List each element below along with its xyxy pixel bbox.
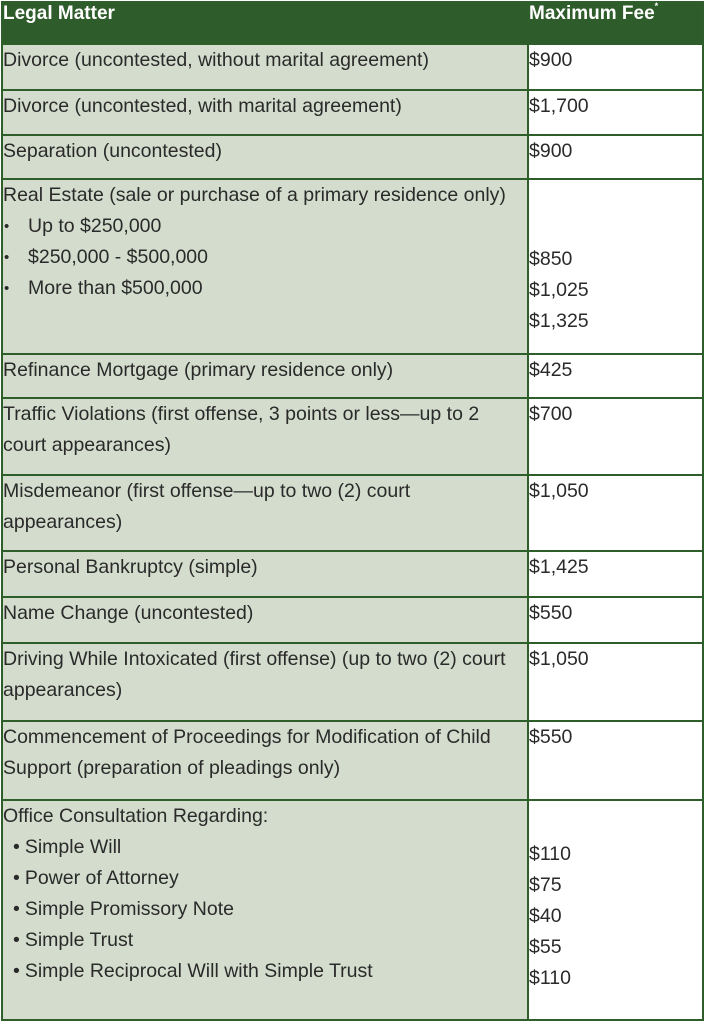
table-row	[2, 179, 703, 354]
matter-cell: Driving While Intoxicated (first offense) (up to two (2) court appearances)	[2, 643, 528, 721]
matter-cell: Name Change (uncontested)	[2, 597, 528, 643]
table-row	[2, 354, 703, 398]
fee-cell: $1,700	[528, 90, 703, 135]
fee-cell: $550	[528, 721, 703, 800]
table-row	[2, 90, 703, 135]
matter-cell: Refinance Mortgage (primary residence only)	[2, 354, 528, 398]
list-item: • Simple Reciprocal Will with Simple Trust	[13, 960, 373, 982]
table-row	[2, 551, 703, 597]
table-row	[2, 398, 703, 475]
fee-table	[1, 1, 704, 1021]
list-item: • $250,000 - $500,000	[3, 242, 527, 273]
table-header	[2, 2, 703, 44]
matter-cell	[2, 800, 528, 1020]
table-row	[2, 135, 703, 179]
matter-cell: Misdemeanor (first offense—up to two (2) court appearances)	[2, 475, 528, 551]
table-row	[2, 721, 703, 800]
matter-text: Office Consultation Regarding:	[3, 805, 269, 827]
fee-value: $55	[529, 936, 562, 958]
fee-cell: $700	[528, 398, 703, 475]
matter-cell: Separation (uncontested)	[2, 135, 528, 179]
fee-value: $1,025	[529, 279, 589, 301]
fee-cell: $425	[528, 354, 703, 398]
fee-cell: $550	[528, 597, 703, 643]
footnote-marker: *	[654, 1, 659, 11]
matter-cell	[2, 179, 528, 354]
maximum-fee-header	[528, 2, 703, 44]
fee-cell	[528, 179, 703, 354]
legal-matter-header: Legal Matter	[2, 2, 528, 44]
matter-cell: Personal Bankruptcy (simple)	[2, 551, 528, 597]
table-row	[2, 475, 703, 551]
matter-cell: Divorce (uncontested, with marital agreement)	[2, 90, 528, 135]
maximum-fee-label: Maximum Fee	[529, 3, 655, 24]
list-item: • Simple Trust	[13, 929, 134, 951]
fee-value: $110	[529, 967, 571, 989]
list-item: • More than $500,000	[3, 273, 527, 304]
fee-value: $850	[529, 248, 573, 270]
table-row	[2, 643, 703, 721]
table-row	[2, 800, 703, 1020]
fee-value: $75	[529, 874, 562, 896]
matter-cell: Divorce (uncontested, without marital agreement)	[2, 44, 528, 90]
fee-cell: $1,050	[528, 475, 703, 551]
list-item: • Power of Attorney	[13, 867, 179, 889]
list-item: • Simple Promissory Note	[13, 898, 234, 920]
list-item: • Up to $250,000	[3, 211, 527, 242]
fee-cell	[528, 800, 703, 1020]
fee-cell: $1,050	[528, 643, 703, 721]
fee-cell: $900	[528, 44, 703, 90]
fee-cell: $1,425	[528, 551, 703, 597]
table-row	[2, 597, 703, 643]
fee-value: $40	[529, 905, 562, 927]
matter-text: Real Estate (sale or purchase of a primary residence only)	[3, 184, 506, 206]
matter-cell: Traffic Violations (first offense, 3 points or less—up to 2 court appearances)	[2, 398, 528, 475]
fee-value: $110	[529, 843, 571, 865]
list-item: • Simple Will	[13, 836, 122, 858]
matter-cell: Commencement of Proceedings for Modification of Child Support (preparation of pleadings only)	[2, 721, 528, 800]
fee-cell: $900	[528, 135, 703, 179]
table-row	[2, 44, 703, 90]
fee-value: $1,325	[529, 310, 589, 332]
